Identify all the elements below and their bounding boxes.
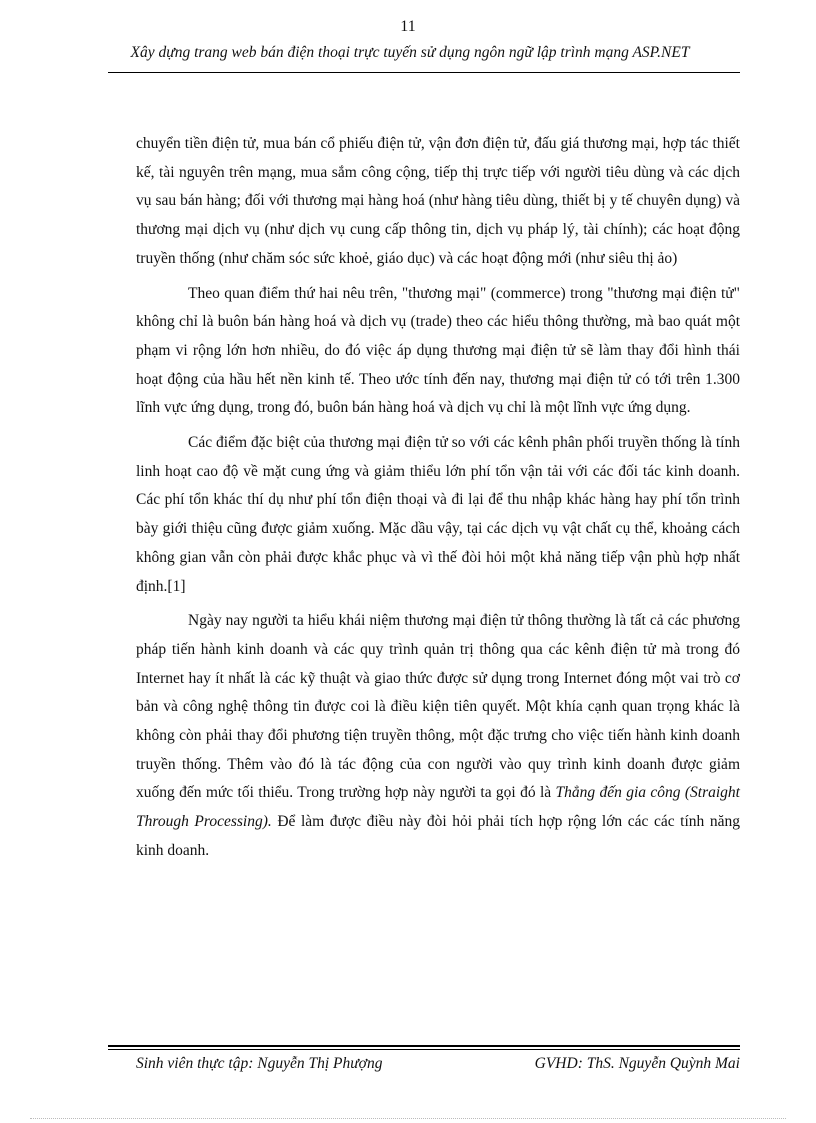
paragraph-4 xyxy=(136,607,740,865)
paragraph-4-text: Ngày nay người ta hiểu khái niệm thương mại điện tử thông thường là tất cả các phương pháp tiến hành kinh doanh và các quy trình quản trị thông qua các kênh điện tử mà trong đó Internet hay ít nhất là các kỹ thuật và giao thức được sử dụng trong Internet đóng một vai trò cơ bản và công nghệ thông tin được coi là điều kiện tiên quyết. Một khía cạnh quan trọng khác là không còn phải thay đổi phương tiện truyền thông, một đặc trưng cho việc tiến hành kinh doanh truyền thống. Thêm vào đó là tác động của con người vào quy trình kinh doanh được giảm xuống đến mức tối thiểu. Trong trường hợp này người ta gọi đó là xyxy=(136,612,740,802)
body-text xyxy=(136,130,740,872)
header-divider xyxy=(108,72,740,73)
paragraph-3: Các điểm đặc biệt của thương mại điện tử so với các kênh phân phối truyền thống là tính linh hoạt cao độ về mặt cung ứng và giảm thiểu lớn phí tổn vận tải với các đối tác kinh doanh. Các phí tổn khác thí dụ như phí tổn điện thoại và đi lại để thu nhập khác hàng hay phí tổn trình bày giới thiệu cũng được giảm xuống. Mặc dầu vậy, tại các dịch vụ vật chất cụ thể, khoảng cách không gian vẫn còn phải được khắc phục và vì thế đòi hỏi một khả năng tiếp vận phù hợp nhất định.[1] xyxy=(136,434,740,595)
paragraph-1: chuyển tiền điện tử, mua bán cổ phiếu điện tử, vận đơn điện tử, đấu giá thương mại, hợp tác thiết kế, tài nguyên trên mạng, mua sắm công cộng, tiếp thị trực tiếp với người tiêu dùng và các dịch vụ sau bán hàng; đối với thương mại hàng hoá (như hàng tiêu dùng, thiết bị y tế chuyên dụng) và thương mại dịch vụ (như dịch vụ cung cấp thông tin, dịch vụ pháp lý, tài chính); các hoạt động truyền thống (như chăm sóc sức khoẻ, giáo dục) và các hoạt động mới (như siêu thị ảo) xyxy=(136,135,740,267)
footer xyxy=(136,1055,740,1079)
paragraph-4-text-end: Để làm được điều này đòi hỏi phải tích hợp rộng lớn các các tính năng kinh doanh. xyxy=(136,813,741,859)
footer-advisor: GVHD: ThS. Nguyễn Quỳnh Mai xyxy=(534,1055,740,1072)
header-title: Xây dựng trang web bán điện thoại trực tuyến sử dụng ngôn ngữ lập trình mạng ASP.NET xyxy=(130,44,690,61)
footer-divider-thick xyxy=(108,1045,740,1047)
paragraph-2: Theo quan điểm thứ hai nêu trên, "thương mại" (commerce) trong "thương mại điện tử" không chỉ là buôn bán hàng hoá và dịch vụ (trade) theo các hiểu thông thường, mà bao quát một phạm vi rộng lớn hơn nhiều, do đó việc áp dụng thương mại điện tử sẽ làm thay đổi hình thái hoạt động của hầu hết nền kinh tế. Theo ước tính đến nay, thương mại điện tử có tới trên 1.300 lĩnh vực ứng dụng, trong đó, buôn bán hàng hoá và dịch vụ chỉ là một lĩnh vực ứng dụng. xyxy=(136,284,740,417)
paragraph-4-italic-term: Thẳng đến gia công (Straight Through Processing). xyxy=(136,784,740,831)
page-bottom-dotted-line xyxy=(30,1118,786,1119)
footer-student: Sinh viên thực tập: Nguyễn Thị Phượng xyxy=(136,1055,383,1072)
page-number: 11 xyxy=(400,18,416,35)
footer-divider-thin xyxy=(108,1049,740,1050)
